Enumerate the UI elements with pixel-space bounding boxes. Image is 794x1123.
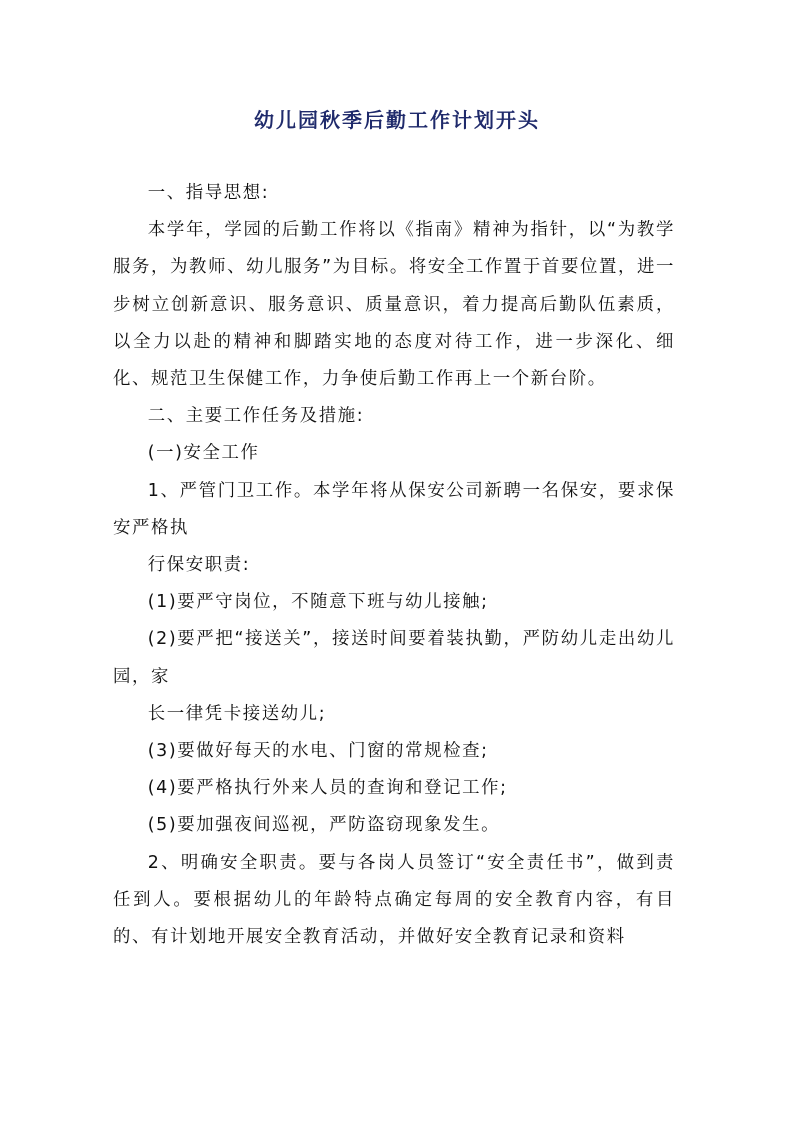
section-heading-guiding-ideology: 一、指导思想: (147, 183, 270, 203)
section-heading-main-tasks: 二、主要工作任务及措施: (147, 406, 365, 427)
paragraph-guiding-ideology: 本学年，学园的后勤工作将以《指南》精神为指针，以“为教学服务，为教师、幼儿服务”为目标。将安全工作置于首要位置，进一步树立创新意识、服务意识、质量意识，着力提高后勤队伍素质，以全力以赴的精神和脚踏实地的态度对待工作，进一步深化、细化、规范卫生保健工作，力争使后勤工作再上一个新台阶。 (113, 220, 675, 390)
list-item-1: (1)要严守岗位，不随意下班与幼儿接触; (147, 592, 489, 613)
subsection-heading-safety: (一)安全工作 (147, 443, 260, 464)
paragraph-gate-duty: 1、严管门卫工作。本学年将从保安公司新聘一名保安，要求保安严格执 (113, 480, 675, 538)
paragraph-guard-duties: 行保安职责: (147, 555, 251, 576)
list-item-2: (2)要严把“接送关”，接送时间要着装执勤，严防幼儿走出幼儿园，家 (113, 629, 675, 687)
list-item-4: (4)要严格执行外来人员的查询和登记工作; (147, 778, 508, 799)
list-item-2-continued: 长一律凭卡接送幼儿; (147, 703, 327, 724)
list-item-5: (5)要加强夜间巡视，严防盗窃现象发生。 (147, 815, 501, 836)
document-body (113, 175, 675, 956)
document-title: 幼儿园秋季后勤工作计划开头 (254, 108, 540, 132)
list-item-3: (3)要做好每天的水电、门窗的常规检查; (147, 741, 489, 762)
paragraph-safety-responsibility: 2、明确安全职责。要与各岗人员签订“安全责任书”，做到责任到人。要根据幼儿的年龄特点确定每周的安全教育内容，有目的、有计划地开展安全教育活动，并做好安全教育记录和资料 (113, 852, 675, 948)
